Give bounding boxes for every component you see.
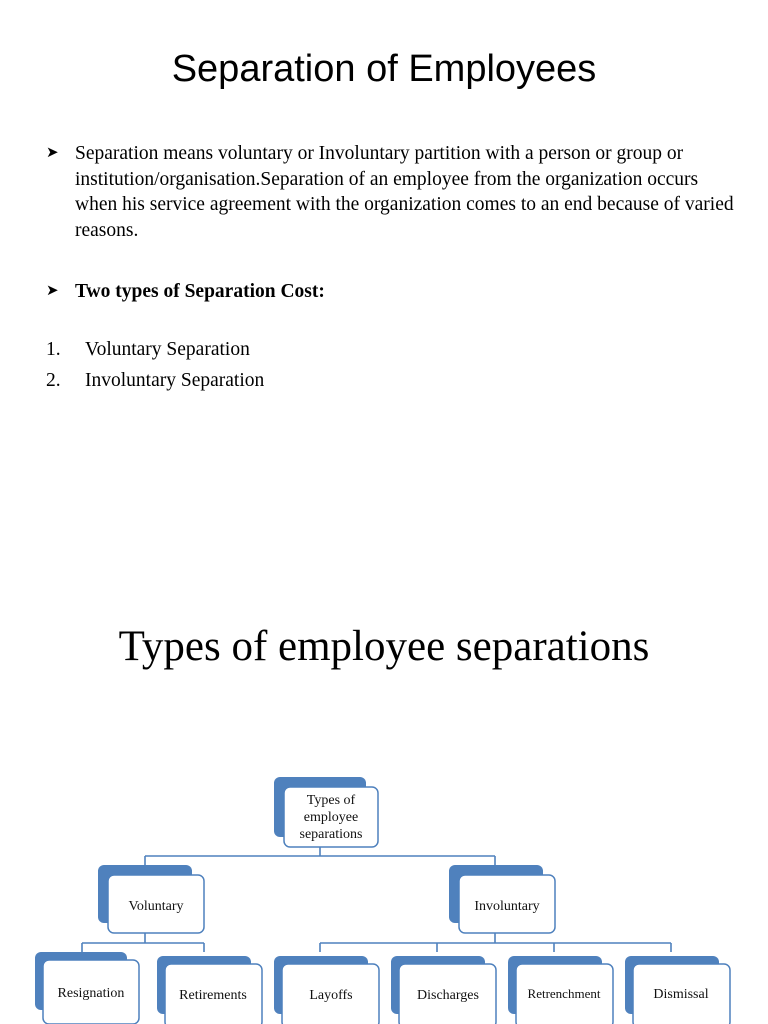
node-retirements-label: Retirements (179, 988, 247, 1003)
node-retirements (157, 956, 262, 1024)
arrow-bullet-icon: ➤ (46, 283, 59, 299)
list-item-label: Involuntary Separation (85, 370, 265, 391)
node-voluntary-label: Voluntary (128, 899, 184, 914)
bullet-definition-text: Separation means voluntary or Involuntary partition with a person or group or institution/organisation.Separation of an employee from the organization occurs when his service agreement with the organization comes to an end because of varied reasons. (75, 143, 734, 241)
node-resignation (35, 952, 139, 1024)
node-involuntary (449, 865, 555, 933)
node-layoffs (274, 956, 379, 1024)
list-item-label: Voluntary Separation (85, 339, 250, 360)
node-discharges-label: Discharges (417, 988, 479, 1003)
node-dismissal (625, 956, 730, 1024)
node-root-line: Types of (306, 793, 356, 808)
list-item-number: 2. (46, 370, 61, 391)
bullet-types-heading-text: Two types of Separation Cost: (75, 281, 325, 302)
node-dismissal-label: Dismissal (653, 987, 709, 1002)
node-involuntary-label: Involuntary (474, 899, 540, 914)
node-layoffs-label: Layoffs (309, 988, 353, 1003)
arrow-bullet-icon: ➤ (46, 145, 59, 161)
node-voluntary (98, 865, 204, 933)
node-root-line: employee (303, 810, 359, 825)
node-retrenchment (508, 956, 613, 1024)
node-root (274, 777, 378, 847)
node-root-line: separations (299, 827, 363, 842)
list-item-number: 1. (46, 339, 61, 360)
slide2-title: Types of employee separations (118, 623, 650, 670)
node-resignation-label: Resignation (57, 986, 125, 1001)
node-retrenchment-label: Retrenchment (527, 986, 601, 1001)
separation-types-diagram (0, 760, 768, 1024)
node-discharges (391, 956, 496, 1024)
slide1-title: Separation of Employees (171, 48, 597, 90)
